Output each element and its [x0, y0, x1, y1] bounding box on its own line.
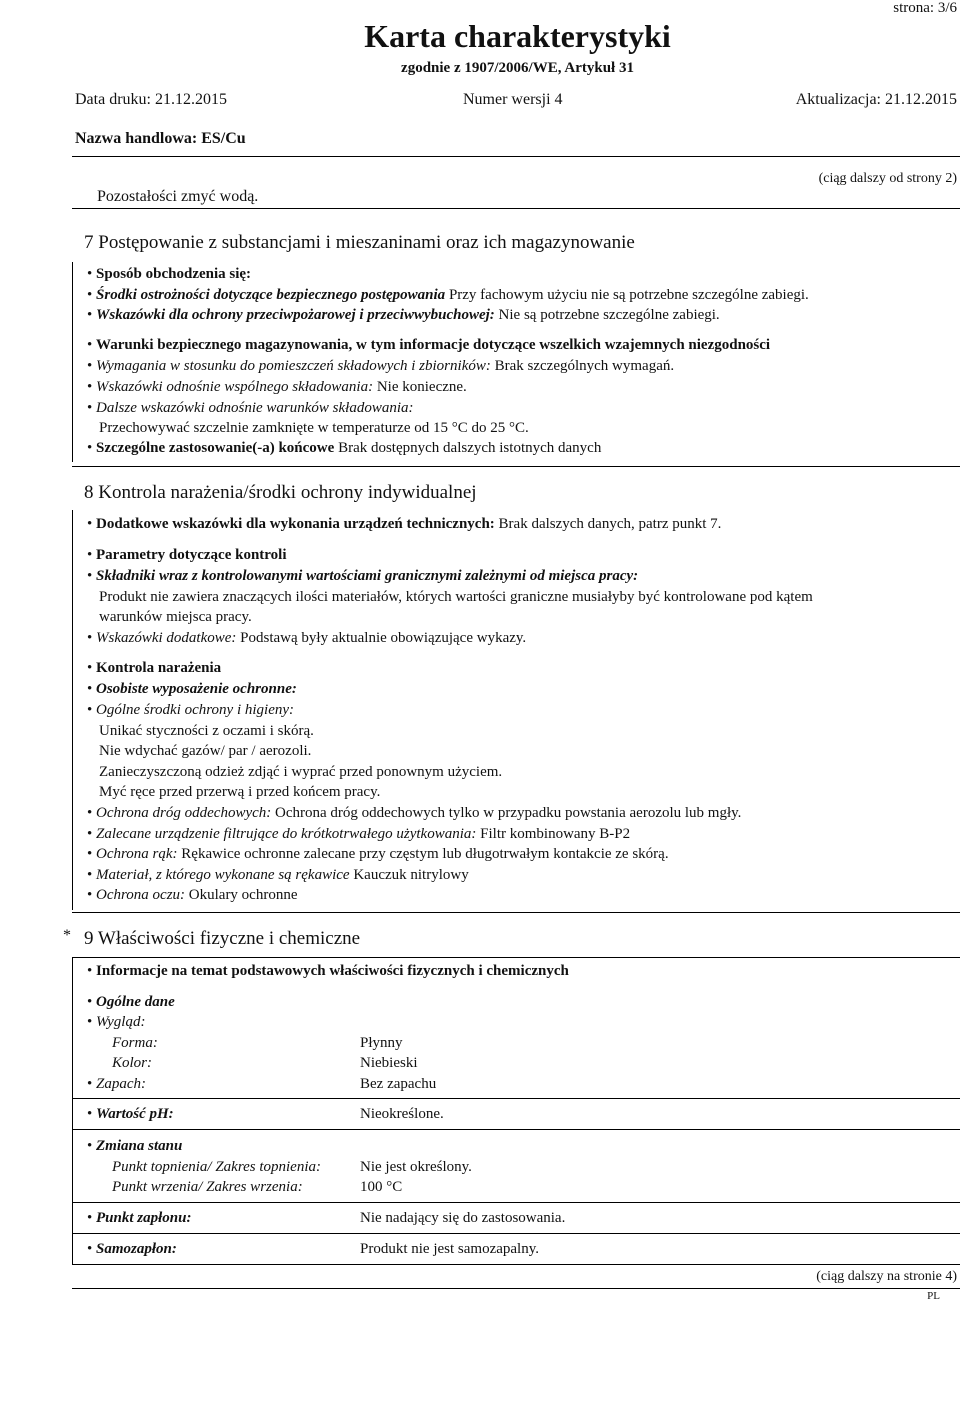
hygiene-line: Nie wdychać gazów/ par / aerozoli. [99, 743, 312, 759]
state-divider [72, 1202, 960, 1203]
fire-value: Nie są potrzebne szczególne zabiegi. [494, 307, 720, 323]
rooms-label: • Wymagania w stosunku do pomieszczeń składowych i zbiorników: [87, 358, 491, 374]
section-7-border [72, 262, 73, 462]
language-code: PL [927, 1290, 940, 1302]
section-8-divider [72, 912, 960, 913]
odor-label: • Zapach: [87, 1076, 146, 1093]
basic-properties-label: • Informacje na temat podstawowych właściwości fizycznych i chemicznych [87, 963, 569, 980]
continued-from: (ciąg dalszy od strony 2) [818, 171, 957, 186]
respiratory-value: Ochrona dróg oddechowych tylko w przypadku powstania aerozolu lub mgły. [271, 805, 742, 821]
ph-label: • Wartość pH: [87, 1106, 174, 1123]
section-9-title: 9 Właściwości fizyczne i chemiczne [84, 928, 361, 949]
melting-point-label: Punkt topnienia/ Zakres topnienia: [112, 1159, 321, 1175]
boiling-point-label: Punkt wrzenia/ Zakres wrzenia: [112, 1179, 303, 1195]
hand-protection-row [87, 846, 669, 863]
additional-row [87, 630, 526, 647]
filter-value: Filtr kombinowany B-P2 [476, 826, 631, 842]
further-storage-value: Przechowywać szczelnie zamknięte w temperaturze od 15 °C do 25 °C. [99, 420, 529, 436]
hygiene-line: Myć ręce przed przerwą i przed końcem pracy. [99, 784, 381, 800]
general-data-label: • Ogólne dane [87, 994, 175, 1011]
eye-protection-label: • Ochrona oczu: [87, 887, 185, 903]
trade-name: Nazwa handlowa: ES/Cu [75, 130, 246, 147]
eye-protection-row [87, 887, 298, 904]
filter-label: • Zalecane urządzenie filtrujące do krótkotrwałego użytkowania: [87, 826, 476, 842]
additional-label: • Wskazówki dodatkowe: [87, 630, 236, 646]
color-label: Kolor: [112, 1055, 153, 1071]
flash-point-value: Nie nadający się do zastosowania. [360, 1210, 566, 1226]
components-value-line-2: warunków miejsca pracy. [99, 609, 252, 625]
color-value: Niebieski [360, 1055, 418, 1071]
handling-label: • Sposób obchodzenia się: [87, 266, 251, 283]
control-params-label: • Parametry dotyczące kontroli [87, 547, 287, 564]
form-label: Forma: [112, 1035, 158, 1051]
continuation-divider [72, 208, 960, 209]
hand-protection-label: • Ochrona rąk: [87, 846, 178, 862]
appearance-label: • Wygląd: [87, 1014, 145, 1031]
precautions-value: Przy fachowym użyciu nie są potrzebne szczególne zabiegi. [445, 287, 809, 303]
section-9-top-rule [72, 957, 960, 958]
self-ignition-label: • Samozapłon: [87, 1241, 177, 1258]
rooms-value: Brak szczególnych wymagań. [490, 358, 675, 374]
boiling-point-value: 100 °C [360, 1179, 403, 1195]
end-use-value: Brak dostępnych dalszych istotnych danych [334, 440, 602, 456]
odor-value: Bez zapachu [360, 1076, 437, 1092]
common-storage-label: • Wskazówki odnośnie wspólnego składowania: [87, 379, 373, 395]
self-ignition-value: Produkt nie jest samozapalny. [360, 1241, 539, 1257]
section-8-title: 8 Kontrola narażenia/środki ochrony indywidualnej [84, 482, 477, 503]
previous-page-text: Pozostałości zmyć wodą. [97, 188, 259, 205]
continued-to: (ciąg dalszy na stronie 4) [816, 1269, 957, 1284]
page-number: strona: 3/6 [893, 0, 957, 16]
tech-value: Brak dalszych danych, patrz punkt 7. [494, 516, 722, 532]
rooms-row [87, 358, 674, 375]
tech-row [87, 516, 721, 533]
end-use-row [87, 440, 601, 457]
ppe-label: • Osobiste wyposażenie ochronne: [87, 681, 297, 698]
exposure-control-label: • Kontrola narażenia [87, 660, 221, 677]
ph-value: Nieokreślone. [360, 1106, 444, 1122]
version-number: Numer wersji 4 [463, 91, 563, 108]
glove-material-value: Kauczuk nitrylowy [349, 867, 469, 883]
fire-label: • Wskazówki dla ochrony przeciwpożarowej i przeciwwybuchowej: [87, 307, 495, 323]
precautions-row [87, 287, 809, 304]
hygiene-line: Zanieczyszczoną odzież zdjąć i wyprać przed ponownym użyciem. [99, 764, 503, 780]
storage-label: • Warunki bezpiecznego magazynowania, w tym informacje dotyczące wszelkich wzajemnych niezgodności [87, 337, 770, 354]
header-divider [72, 156, 960, 157]
hand-protection-value: Rękawice ochronne zalecane przy częstym lub długotrwałym kontakcie ze skórą. [177, 846, 669, 862]
respiratory-row [87, 805, 741, 822]
additional-value: Podstawą były aktualnie obowiązujące wykazy. [236, 630, 527, 646]
section-9-bottom-rule [72, 1264, 960, 1265]
tech-label: • Dodatkowe wskazówki dla wykonania urządzeń technicznych: [87, 516, 495, 532]
further-storage-label: • Dalsze wskazówki odnośnie warunków składowania: [87, 400, 414, 417]
print-date: Data druku: 21.12.2015 [75, 91, 227, 108]
components-value-line-1: Produkt nie zawiera znaczących ilości materiałów, których wartości graniczne musiałyby być kontrolowane pod kątem [99, 589, 813, 605]
flash-divider [72, 1233, 960, 1234]
state-change-label: • Zmiana stanu [87, 1138, 182, 1155]
document-title: Karta charakterystyki [364, 18, 671, 54]
fire-row [87, 307, 720, 324]
hygiene-label: • Ogólne środki ochrony i higieny: [87, 702, 294, 719]
general-divider [72, 1098, 960, 1099]
filter-row [87, 826, 630, 843]
revision-marker: * [63, 927, 71, 944]
melting-point-value: Nie jest określony. [360, 1159, 472, 1175]
update-date: Aktualizacja: 21.12.2015 [795, 91, 957, 108]
form-value: Płynny [360, 1035, 403, 1051]
document-subtitle: zgodnie z 1907/2006/WE, Artykuł 31 [401, 60, 634, 76]
section-7-title: 7 Postępowanie z substancjami i mieszaninami oraz ich magazynowanie [84, 232, 635, 253]
hygiene-line: Unikać styczności z oczami i skórą. [99, 723, 314, 739]
section-9-border [72, 957, 73, 1265]
common-storage-value: Nie konieczne. [373, 379, 467, 395]
glove-material-label: • Materiał, z którego wykonane są rękawice [87, 867, 350, 883]
components-label: • Składniki wraz z kontrolowanymi wartościami granicznymi zależnymi od miejsca pracy: [87, 568, 638, 585]
section-8-border [72, 510, 73, 910]
ph-divider [72, 1129, 960, 1130]
glove-material-row [87, 867, 469, 884]
common-storage-row [87, 379, 467, 396]
respiratory-label: • Ochrona dróg oddechowych: [87, 805, 271, 821]
flash-point-label: • Punkt zapłonu: [87, 1210, 191, 1227]
section-7-divider [72, 466, 960, 467]
end-use-label: • Szczególne zastosowanie(-a) końcowe [87, 440, 334, 456]
eye-protection-value: Okulary ochronne [185, 887, 298, 903]
footer-divider [72, 1288, 960, 1289]
precautions-label: • Środki ostrożności dotyczące bezpiecznego postępowania [87, 287, 445, 303]
